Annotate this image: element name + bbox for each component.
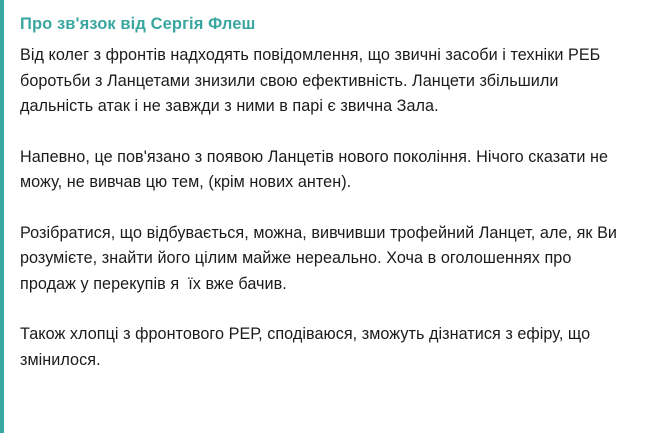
message-title: Про зв'язок від Сергія Флеш [20, 15, 256, 33]
message-accent-bar [0, 0, 4, 433]
message-body [20, 43, 630, 373]
message-paragraph: Від колег з фронтів надходять повідомлення, що звичні засоби і техніки РЕБ боротьби з Ланцетами знизили свою ефективність. Ланцети збільшили дальність атак і не завжди з ними в парі є звична Зала. [20, 46, 605, 115]
message-paragraph: Розібратися, що відбувається, можна, вивчивши трофейний Ланцет, але, як Ви розумієте, знайти його цілим майже нереально. Хоча в оголошеннях про продаж у перекупів я їх вже бачив. [20, 223, 622, 293]
message-paragraph: Напевно, це пов'язано з появою Ланцетів нового покоління. Нічого сказати не можу, не вивчав цю тем, (крім нових антен). [20, 147, 613, 191]
message-paragraph: Також хлопці з фронтового РЕР, сподіваюся, зможуть дізнатися з ефіру, що змінилося. [20, 325, 595, 369]
